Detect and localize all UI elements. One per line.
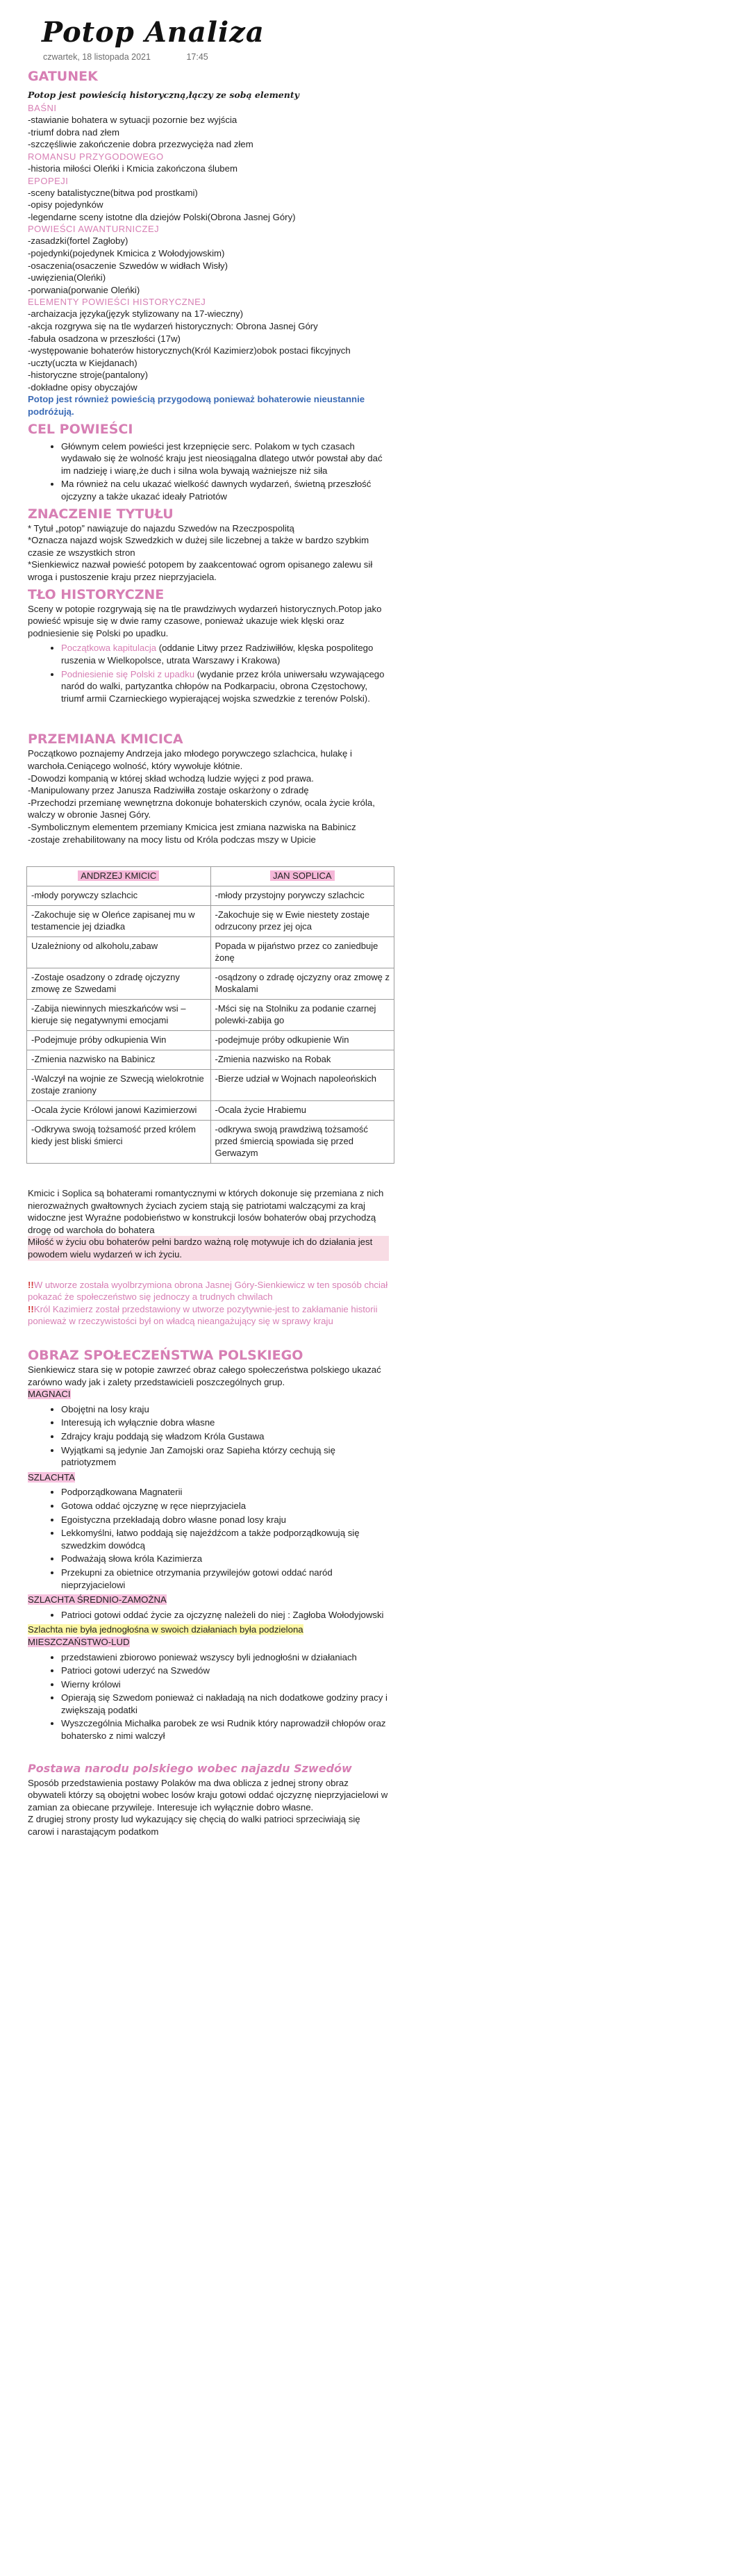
list-item: • Opierają się Szwedom ponieważ ci nakładają na nich dodatkowe godziny pracy i zwiększają podatki <box>61 1692 389 1716</box>
table-row <box>27 1101 394 1121</box>
romans-line: -historia miłości Oleńki i Kmicia zakończona ślubem <box>28 163 238 174</box>
tlo-label: Podniesienie się Polski z upadku <box>61 668 195 679</box>
table-cell: -młody przystojny porywczy szlachcic <box>210 886 394 906</box>
epopei-heading: EPOPEJI <box>28 175 69 186</box>
historyczna-line: -uczty(uczta w Kiejdanach) <box>28 357 138 368</box>
obraz-intro: Sienkiewicz stara się w potopie zawrzeć obraz całego społeczeństwa polskiego ukazać zarówno wady jak i zalety przedstawicieli poszczególnych grup. <box>28 1364 381 1387</box>
znaczenie-line: *Oznacza najazd wojsk Szwedzkich w dużej sile liczebnej a także w bardzo szybkim czasie ze wszystkich stron <box>28 535 369 558</box>
przemiana-heading: PRZEMIANA KMICICA <box>28 732 183 748</box>
historyczna-line: -historyczne stroje(pantalony) <box>28 370 148 381</box>
table-cell: -Zmienia nazwisko na Robak <box>210 1050 394 1070</box>
awantur-heading: POWIEŚCI AWANTURNICZEJ <box>28 224 160 235</box>
magnaci-heading: MAGNACI <box>28 1389 71 1400</box>
basni-heading: BAŚNI <box>28 103 57 114</box>
list-item: • Wyszczególnia Michałka parobek ze wsi Rudnik który naprowadził chłopów oraz bohatersko z nimi walczył <box>61 1717 389 1742</box>
srednio-heading: SZLACHTA ŚREDNIO-ZAMOŻNA <box>28 1594 167 1605</box>
magnaci-list <box>28 1403 389 1469</box>
note-date: czwartek, 18 listopada 2021 <box>43 52 151 62</box>
table-cell: -podejmuje próby odkupienie Win <box>210 1031 394 1050</box>
table-cell: -odkrywa swoją prawdziwą tożsamość przed śmiercią spowiada się przed Gerwazym <box>210 1121 394 1164</box>
historyczna-line: -akcja rozgrywa się na tle wydarzeń historycznych: Obrona Jasnej Góry <box>28 320 318 331</box>
gatunek-heading: GATUNEK <box>28 68 98 84</box>
table-row <box>27 1121 394 1164</box>
przemiana-line: -Symbolicznym elementem przemiany Kmicica jest zmiana nazwiska na Babinicz <box>28 821 356 832</box>
list-item: • Wyjątkami są jedynie Jan Zamojski oraz Sapieha którzy cechują się patriotyzmem <box>61 1444 389 1469</box>
cel-list <box>28 440 389 503</box>
table-row <box>27 1000 394 1031</box>
table-row <box>27 1070 394 1101</box>
znaczenie-line: * Tytuł „potop” nawiązuje do najazdu Szwedów na Rzeczpospolitą <box>28 522 294 534</box>
obraz-heading: OBRAZ SPOŁECZEŃSTWA POLSKIEGO <box>28 1348 303 1364</box>
awantur-line: -porwania(porwanie Oleńki) <box>28 284 140 295</box>
romans-heading: ROMANSU PRZYGODOWEGO <box>28 151 164 162</box>
list-item: • Przekupni za obietnice otrzymania przywilejów gotowi oddać naród nieprzyjacielowi <box>61 1567 389 1591</box>
tlo-intro: Sceny w potopie rozgrywają się na tle prawdziwych wydarzeń historycznych.Potop jako powieść wpisuje się w dwie ramy czasowe, ponieważ ukazuje wiek klęski oraz podniesienie się Polski po upadku. <box>28 603 382 638</box>
table-row <box>27 1031 394 1050</box>
col-soplica: JAN SOPLICA <box>270 870 335 881</box>
znaczenie-heading: ZNACZENIE TYTUŁU <box>28 506 174 522</box>
basni-line: -szczęśliwie zakończenie dobra przezwycięża nad złem <box>28 139 253 150</box>
przygodowa-note: Potop jest również powieścią przygodową ponieważ bohaterowie nieustannie podróżują. <box>28 394 365 418</box>
table-cell: -Walczył na wojnie ze Szwecją wielokrotnie zostaje zraniony <box>27 1070 211 1101</box>
srednio-note: Szlachta nie była jednogłośna w swoich działaniach była podzielona <box>28 1624 303 1635</box>
szlachta-heading: SZLACHTA <box>28 1471 75 1483</box>
mieszcz-heading: MIESZCZAŃSTWO-LUD <box>28 1636 130 1647</box>
list-item: • Głównym celem powieści jest krzepnięcie serc. Polakom w tych czasach wydawało się że wolność kraju jest nieosiągalna dlatego utwór powstał aby dać im nadzieję i wiarę,że duch i silna wola bywają ważniejsze niż siła <box>61 440 389 477</box>
historyczna-line: -archaizacja języka(język stylizowany na 17-wieczny) <box>28 308 244 320</box>
przemiana-line: -Dowodzi kompanią w której skład wchodzą ludzie wyjęci z pod prawa. <box>28 773 314 784</box>
note-page <box>28 15 389 1838</box>
table-cell: -Ocala życie Hrabiemu <box>210 1101 394 1121</box>
table-row <box>27 1050 394 1070</box>
table-cell: -Mści się na Stolniku za podanie czarnej polewki-zabija go <box>210 1000 394 1031</box>
list-item: • Egoistyczna przekładają dobro własne ponad losy kraju <box>61 1514 389 1526</box>
table-cell: -Odkrywa swoją tożsamość przed królem kiedy jest bliski śmierci <box>27 1121 211 1164</box>
przemiana-line: -Przechodzi przemianę wewnętrzna dokonuje bohaterskich czynów, ocala życie króla, walczy w obronie Jasnej Góry. <box>28 797 375 820</box>
comparison-table <box>26 866 394 1164</box>
table-cell: -Zabija niewinnych mieszkańców wsi – kieruje się negatywnymi emocjami <box>27 1000 211 1031</box>
przemiana-line: -zostaje zrehabilitowany na mocy listu od Króla podczas mszy w Upicie <box>28 834 316 845</box>
table-cell: -młody porywczy szlachcic <box>27 886 211 906</box>
list-item: • Podważają słowa króla Kazimierza <box>61 1553 389 1565</box>
table-cell: Popada w pijaństwo przez co zaniedbuje żonę <box>210 937 394 968</box>
postawa-heading: Postawa narodu polskiego wobec najazdu Szwedów <box>28 1761 352 1775</box>
szlachta-list <box>28 1486 389 1591</box>
srednio-list <box>28 1609 389 1621</box>
znaczenie-line: *Sienkiewicz nazwał powieść potopem by zaakcentować ogrom opisanego zalewu sił wroga i pustoszenie kraju przez nieprzyjaciela. <box>28 559 373 582</box>
table-header-cell <box>27 867 211 886</box>
table-cell: -Podejmuje próby odkupienia Win <box>27 1031 211 1050</box>
awantur-line: -osaczenia(osaczenie Szwedów w widłach Wisły) <box>28 260 228 271</box>
przemiana-line: -Manipulowany przez Janusza Radziwiłła zostaje oskarżony o zdradę <box>28 785 309 796</box>
list-item <box>61 668 389 705</box>
table-cell: -Zostaje osadzony o zdradę ojczyzny zmowę ze Szwedami <box>27 968 211 1000</box>
list-item: • Interesują ich wyłącznie dobra własne <box>61 1417 389 1429</box>
mieszcz-list <box>28 1651 389 1742</box>
epopei-line: -legendarne sceny istotne dla dziejów Polski(Obrona Jasnej Góry) <box>28 211 296 222</box>
gatunek-intro: Potop jest powieścią historyczną,łączy ze sobą elementy <box>28 89 299 100</box>
historyczna-line: -fabuła osadzona w przeszłości (17w) <box>28 333 181 344</box>
note-time: 17:45 <box>186 52 208 62</box>
table-header-cell <box>210 867 394 886</box>
list-item <box>61 642 389 666</box>
epopei-line: -sceny batalistyczne(bitwa pod prostkami) <box>28 187 198 198</box>
list-item: • Lekkomyślni, łatwo poddają się najeźdźcom a także podporządkowują się szwedzkim dowódcą <box>61 1527 389 1551</box>
awantur-line: -uwięzienia(Oleńki) <box>28 272 106 283</box>
table-row <box>27 937 394 968</box>
tlo-heading: TŁO HISTORYCZNE <box>28 586 165 602</box>
list-item: • Podporządkowana Magnaterii <box>61 1486 389 1498</box>
epopei-line: -opisy pojedynków <box>28 199 103 210</box>
col-kmicic: ANDRZEJ KMICIC <box>78 870 159 881</box>
table-cell: -Ocala życie Królowi janowi Kazimierzowi <box>27 1101 211 1121</box>
list-item: • Patrioci gotowi oddać życie za ojczyznę należeli do niej : Zagłoba Wołodyjowski <box>61 1609 389 1621</box>
tlo-list <box>28 642 389 704</box>
list-item: • Gotowa oddać ojczyznę w ręce nieprzyjaciela <box>61 1500 389 1512</box>
tlo-label: Początkowa kapitulacja <box>61 643 157 654</box>
exclamation-icon: !! <box>28 1303 34 1314</box>
table-cell: -Bierze udział w Wojnach napoleońskich <box>210 1070 394 1101</box>
page-title: Potop Analiza <box>42 16 265 49</box>
tlo-text: (wydanie przez króla uniwersału wzywającego naród do walki, partyzantka chłopów na Podkarpaciu, obrona Częstochowy, triumf armii Czarnieckiego wypierającej wojska szwedzkie z terenów Polski). <box>61 668 385 704</box>
przemiana-line: Początkowo poznajemy Andrzeja jako młodego porywczego szlachcica, hulakę i warchoła.Ceniącego wolność, który wywołuje kłótnie. <box>28 748 352 771</box>
table-cell: Uzależniony od alkoholu,zabaw <box>27 937 211 968</box>
list-item: • Ma również na celu ukazać wielkość dawnych wydarzeń, świetną przeszłość ojczyzny a także ukazać ideały Patriotów <box>61 478 389 502</box>
cel-heading: CEL POWIEŚCI <box>28 421 133 437</box>
note-line <box>28 1303 389 1328</box>
table-cell: -Zmienia nazwisko na Babinicz <box>27 1050 211 1070</box>
list-item: • Wierny królowi <box>61 1678 389 1691</box>
awantur-line: -zasadzki(fortel Zagłoby) <box>28 236 128 247</box>
exclamation-icon: !! <box>28 1279 34 1290</box>
note-text: W utworze została wyolbrzymiona obrona Jasnej Góry-Sienkiewicz w ten sposób chciał pokazać że społeczeństwo się jednoczy a trudnych chwilach <box>28 1279 388 1303</box>
tlo-text: (oddanie Litwy przez Radziwiłłów, klęska pospolitego ruszenia w Wielkopolsce, utrata Warszawy i Krakowa) <box>61 643 374 666</box>
historyczna-heading: ELEMENTY POWIEŚCI HISTORYCZNEJ <box>28 297 206 308</box>
historyczna-line: -występowanie bohaterów historycznych(Król Kazimierz)obok postaci fikcyjnych <box>28 345 351 356</box>
basni-line: -triumf dobra nad złem <box>28 126 119 138</box>
list-item: • przedstawieni zbiorowo ponieważ wszyscy byli jednogłośni w działaniach <box>61 1651 389 1664</box>
postawa-line: Sposób przedstawienia postawy Polaków ma dwa oblicza z jednej strony obraz obywateli którzy są obojętni wobec losów kraju gotowi oddać ojczyznę nieprzyjacielowi w zamian za obiecane przywileje. Interesuje ich wyłącznie dobro własne. <box>28 1777 388 1813</box>
list-item: • Obojętni na losy kraju <box>61 1403 389 1416</box>
table-cell: -Zakochuje się w Ewie niestety zostaje odrzucony przez jej ojca <box>210 906 394 937</box>
awantur-line: -pojedynki(pojedynek Kmicica z Wołodyjowskim) <box>28 247 225 258</box>
note-line <box>28 1279 389 1303</box>
list-item: • Zdrajcy kraju poddają się władzom Króla Gustawa <box>61 1430 389 1443</box>
postawa-line: Z drugiej strony prosty lud wykazujący się chęcią do walki patrioci sprzeciwiają się carowi i narastającym podatkom <box>28 1814 360 1838</box>
porownanie-highlight: Miłość w życiu obu bohaterów pełni bardzo ważną rolę motywuje ich do działania jest powodem wielu wydarzeń w ich życiu. <box>28 1236 389 1260</box>
table-cell: -osądzony o zdradę ojczyzny oraz zmowę z Moskalami <box>210 968 394 1000</box>
table-cell: -Zakochuje się w Oleńce zapisanej mu w testamencie jej dziadka <box>27 906 211 937</box>
note-timestamp <box>43 51 389 64</box>
table-row <box>27 906 394 937</box>
table-row <box>27 968 394 1000</box>
table-header-row <box>27 867 394 886</box>
basni-line: -stawianie bohatera w sytuacji pozornie bez wyjścia <box>28 115 238 126</box>
historyczna-line: -dokładne opisy obyczajów <box>28 381 138 393</box>
note-text: Król Kazimierz został przedstawiony w utworze pozytywnie-jest to zakłamanie historii ponieważ w rzeczywistości był on władcą nieangażujący się w sprawy kraju <box>28 1303 378 1327</box>
list-item: • Patrioci gotowi uderzyć na Szwedów <box>61 1665 389 1677</box>
table-row <box>27 886 394 906</box>
porownanie-text: Kmicic i Soplica są bohaterami romantycznymi w których dokonuje się przemiana z nich nierozważnych gwałtownych życiach zyciem stają się patriotami walczącymi za kraj widoczne jest Wyraźne podobieństwo w konstrukcji losów bohaterów obaj przychodzą drogę od warchoła do bohatera <box>28 1188 384 1235</box>
